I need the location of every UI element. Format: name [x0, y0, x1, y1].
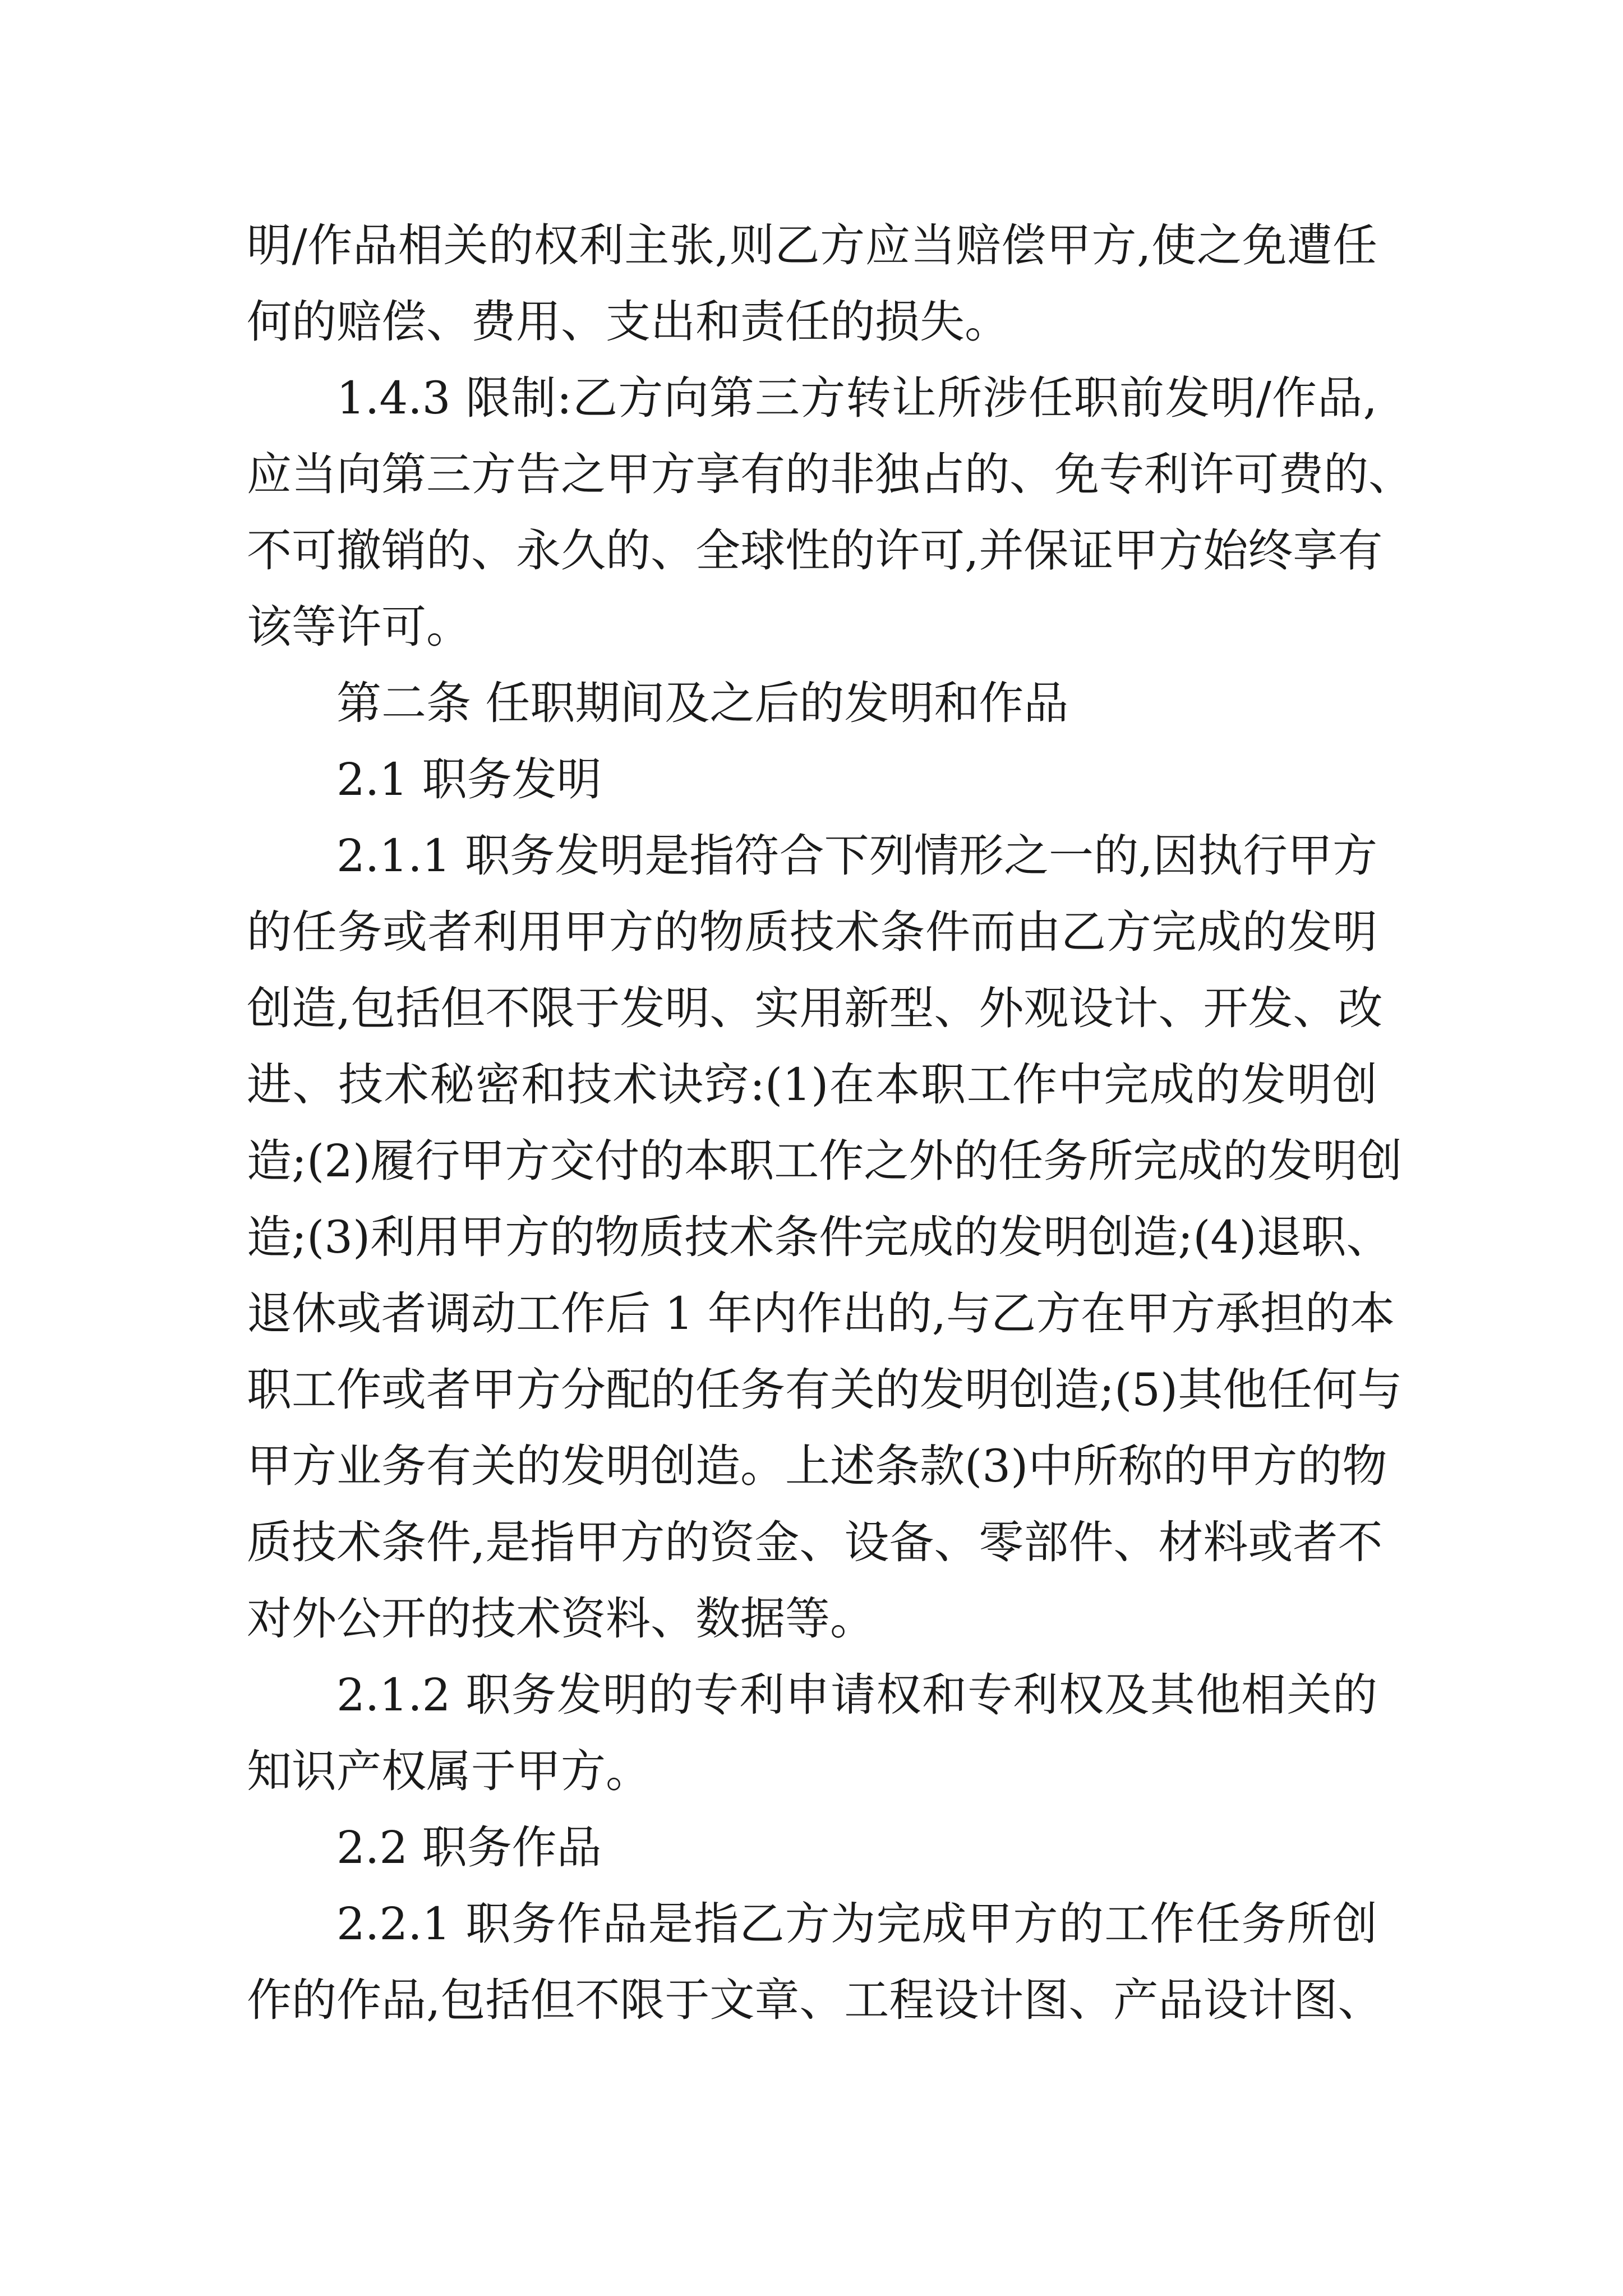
- text-line: 质技术条件,是指甲方的资金、设备、零部件、材料或者不: [247, 1516, 1383, 1568]
- text-line: 1.4.3 限制:乙方向第三方转让所涉任职前发明/作品,: [336, 372, 1377, 424]
- text-line: 造;(2)履行甲方交付的本职工作之外的任务所完成的发明创: [247, 1135, 1403, 1187]
- text-line: 进、技术秘密和技术诀窍:(1)在本职工作中完成的发明创: [247, 1059, 1377, 1111]
- text-line: 创造,包括但不限于发明、实用新型、外观设计、开发、改: [247, 982, 1383, 1034]
- text-line: 的任务或者利用甲方的物质技术条件而由乙方完成的发明: [247, 906, 1377, 958]
- text-line: 退休或者调动工作后 1 年内作出的,与乙方在甲方承担的本: [247, 1287, 1395, 1340]
- text-line: 作的作品,包括但不限于文章、工程设计图、产品设计图、: [247, 1974, 1383, 2026]
- text-line: 该等许可。: [247, 601, 471, 653]
- section-heading: 第二条 任职期间及之后的发明和作品: [336, 677, 1069, 729]
- text-line: 职工作或者甲方分配的任务有关的发明创造;(5)其他任何与: [247, 1364, 1403, 1416]
- text-line: 2.1.1 职务发明是指符合下列情形之一的,因执行甲方: [336, 830, 1377, 882]
- subsection-heading: 2.2 职务作品: [336, 1821, 602, 1874]
- text-line: 甲方业务有关的发明创造。上述条款(3)中所称的甲方的物: [247, 1440, 1387, 1492]
- text-line: 对外公开的技术资料、数据等。: [247, 1593, 875, 1645]
- subsection-heading: 2.1 职务发明: [336, 753, 602, 806]
- text-line: 2.2.1 职务作品是指乙方为完成甲方的工作任务所创: [336, 1898, 1377, 1950]
- text-line: 知识产权属于甲方。: [247, 1745, 651, 1797]
- text-line: 何的赔偿、费用、支出和责任的损失。: [247, 296, 1009, 348]
- text-line: 应当向第三方告之甲方享有的非独占的、免专利许可费的、: [247, 448, 1413, 500]
- text-line: 不可撤销的、永久的、全球性的许可,并保证甲方始终享有: [247, 524, 1383, 577]
- text-line: 明/作品相关的权利主张,则乙方应当赔偿甲方,使之免遭任: [247, 219, 1377, 272]
- document-body: [247, 208, 1413, 2039]
- text-line: 2.1.2 职务发明的专利申请权和专利权及其他相关的: [336, 1669, 1377, 1721]
- text-line: 造;(3)利用甲方的物质技术条件完成的发明创造;(4)退职、: [247, 1211, 1391, 1263]
